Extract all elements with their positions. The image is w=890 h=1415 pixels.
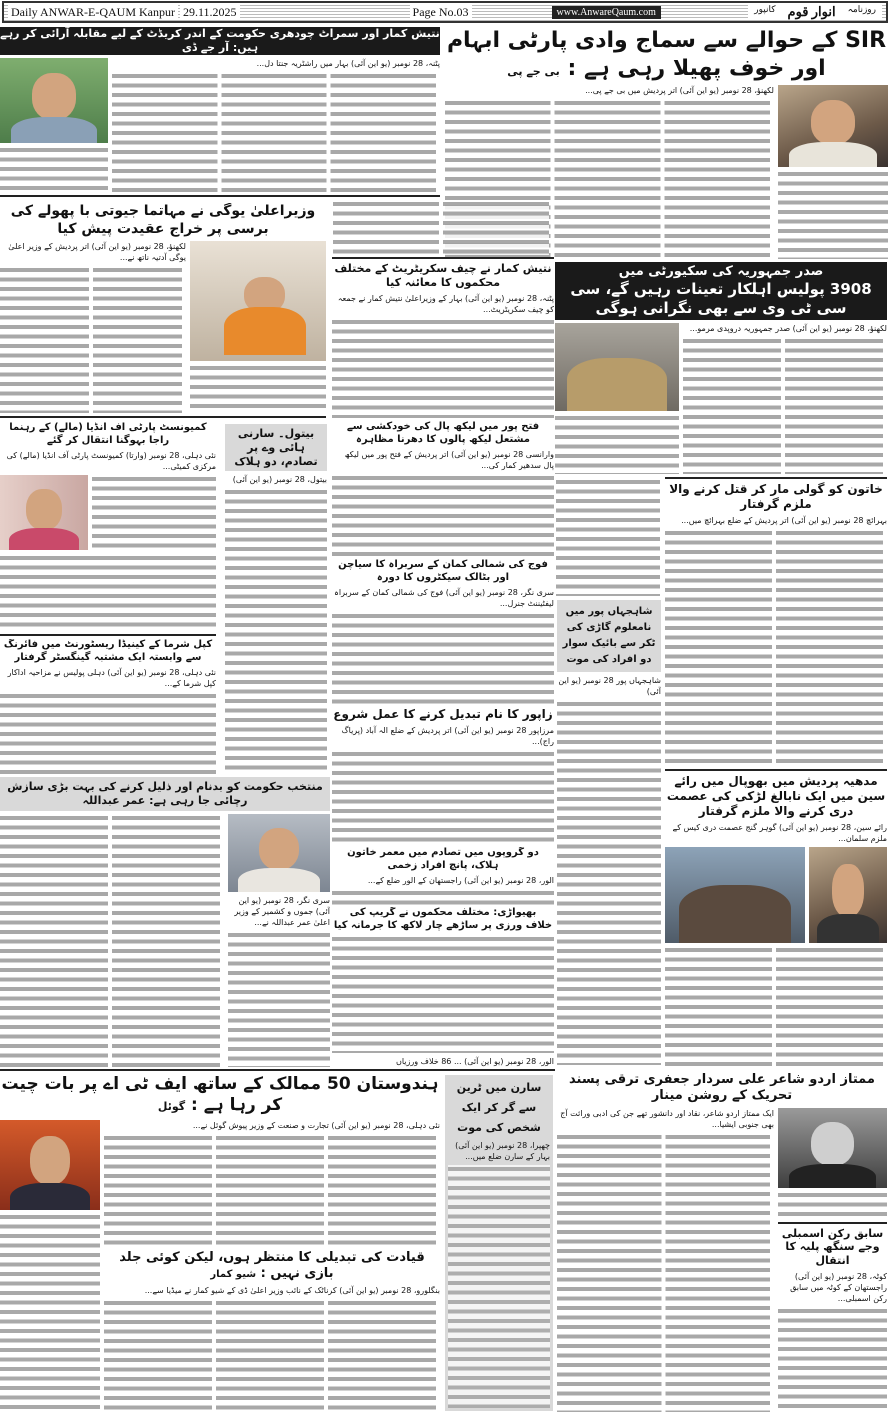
article-body: [332, 318, 554, 419]
article-body: [0, 554, 216, 631]
article-army: [332, 559, 554, 704]
edition-date: 29.11.2025: [180, 5, 240, 20]
headline-source: بی جے پی: [507, 64, 560, 78]
headline-clash: دو گروپوں میں تصادم میں معمر خاتون ہلاک، پانچ افراد زخمی: [347, 847, 539, 871]
headline-army: فوج کی شمالی کمان کے سربراہ کا سیاچن اور بٹالک سیکٹروں کا دورہ: [338, 559, 548, 583]
headline-shivkumar: قیادت کی تبدیلی کا منتظر ہوں، لیکن کوئی جلد بازی نہیں : شیو کمار: [119, 1249, 425, 1281]
article-body: [332, 474, 554, 557]
article-kapil: [0, 639, 216, 774]
photo-omar: [228, 814, 330, 892]
article-body: [555, 414, 679, 474]
article-lead: بنگلورو، 28 نومبر (یو این آئی) کرناٹک کے نائب وزیر اعلیٰ ڈی کے شیو کمار نے میڈیا سے...: [144, 1286, 440, 1295]
headline-kapil: کپل شرما کے کینیڈا ریسٹورنٹ میں فائرنگ سے وابستہ ایک مشتبہ گینگسٹر گرفتار: [3, 639, 213, 663]
article-body: [332, 750, 554, 845]
article-lead: پٹنہ، 28 نومبر (یو این آئی) بہار کے وزیراعلیٰ نتیش کمار نے جمعہ کو چیف سکریٹریٹ...: [337, 293, 554, 314]
article-body: [104, 1299, 440, 1412]
headline-yogi: وزیراعلیٰ یوگی نے مہاتما جیوتی با پھولے کی برسی پر خراج عقیدت پیش کیا: [10, 203, 316, 237]
headline-nitish: نتیش کمار نے چیف سکریٹریٹ کے مختلف محکموں کا معائنہ کیا: [334, 262, 552, 289]
article-body: [557, 700, 661, 1065]
article-saran: [445, 1075, 553, 1411]
article-body: [448, 1165, 550, 1408]
article-body: [778, 170, 888, 259]
headline-jafri: ممتاز اردو شاعر علی سردار جعفری ترقی پسند تحریک کے روشن مینار: [569, 1072, 875, 1104]
headline-goyal: ہندوستان 50 ممالک کے ساتھ ایف ٹی اے پر بات چیت کر رہا ہے : گوئل: [1, 1074, 439, 1116]
article-body: [112, 72, 440, 193]
article-lead: رائے سین، 28 نومبر (یو این آئی) گوہر گنج عصمت دری کیس کے ملزم سلمان...: [672, 823, 887, 843]
photo-caption: [778, 1191, 887, 1219]
article-body: [332, 935, 554, 1053]
newspaper-logo: روزنامہ انوار قوم کانپور: [748, 4, 882, 20]
photo-yogi: [190, 241, 326, 361]
article-bhopal: [665, 769, 887, 1066]
photo-rjd-leader: [0, 58, 108, 143]
article-lead: نئی دہلی، 28 نومبر (وارتا) کمیونسٹ پارٹی آف انڈیا (مالے) کی مرکزی کمیٹی...: [6, 451, 216, 471]
photo-accused: [809, 847, 887, 943]
photo-bhopal-scene: [665, 847, 805, 943]
headline-khatoon: خاتون کو گولی مار کر قتل کرنے والا ملزم گرفتار: [669, 482, 883, 511]
article-betul: [225, 424, 327, 774]
article-body: [778, 1307, 887, 1412]
article-lead: وارانسی 28 نومبر (یو این آئی) اتر پردیش کے فتح پور میں لیکھ پال سدھیر کمار کی...: [344, 450, 554, 470]
headline-rjd: نتیش کمار اور سمراٹ چودھری حکومت کے اندر کریڈٹ کے لیے مقابلہ آرائی کر رہے ہیں: آر جے ڈی: [0, 27, 440, 54]
headline-security: صدر جمہوریہ کی سکیورٹی میں 3908 پولیس اہلکار تعینات رہیں گے، سی سی ٹی وی سے بھی نگرانی ہوگی: [555, 262, 887, 320]
edition-name: Daily ANWAR-E-QAUM Kanpur: [8, 5, 178, 20]
article-jafri: [557, 1072, 887, 1412]
article-security: [555, 262, 887, 474]
masthead: [2, 1, 888, 23]
article-khatoon: [665, 477, 887, 763]
divider: [0, 195, 440, 197]
article-body: [332, 889, 554, 905]
article-fatehpur: [332, 421, 554, 557]
article-body: [665, 529, 887, 763]
article-yogi: [0, 203, 326, 418]
headline-saran: سارن میں ٹرین سے گر کر ایک شخص کی موت: [456, 1081, 542, 1134]
photo-police: [555, 323, 679, 411]
article-body: [332, 612, 554, 704]
article-clash: [332, 847, 554, 905]
headline-cpi: کمیونسٹ پارٹی آف انڈیا (مالے) کے رہنما راجا بہوگنا انتقال کر گئے: [9, 422, 207, 446]
headline-bhopal: مدھیہ پردیش میں بھوپال میں رائے سین میں ایک نابالغ لڑکی کی عصمت دری کرنے والا ملزم گرفتار: [666, 774, 886, 818]
headline-bhiwadi: بھیواڑی: مختلف محکموں نے گریپ کی خلاف ورزی پر ساڑھے چار لاکھ کا جرمانہ کیا: [333, 907, 553, 931]
article-body: [190, 364, 326, 413]
photo-jafri: [778, 1108, 887, 1188]
article-lead: بہرائچ 28 نومبر (یو این آئی) اتر پردیش کے ضلع بہرائچ میں...: [681, 516, 887, 525]
headline-sir: SIR کے حوالے سے سماج وادی پارٹی ابہام اور خوف پھیلا رہی ہے : بی جے پی: [446, 28, 887, 81]
article-body: [92, 475, 216, 551]
article-lead: کوٹہ، 28 نومبر (یو این آئی) راجستھان کے کوٹہ میں سابق رکن اسمبلی...: [790, 1271, 887, 1303]
article-body: [0, 1213, 100, 1413]
article-rjd: [0, 27, 440, 197]
article-lead: نئی دہلی، 28 نومبر (یو این آئی) تجارت و صنعت کے وزیر پیوش گوئل نے...: [192, 1120, 440, 1130]
headline-source: گوئل: [157, 1100, 186, 1114]
headline-betul: بیتول۔ سارنی ہائی وے پر تصادم، دو ہلاک: [225, 424, 327, 471]
article-lead: لکھنؤ، 28 نومبر (یو این آئی) صدر جمہوریہ دروپدی مرمو...: [689, 323, 887, 333]
website-link[interactable]: www.AnwareQaum.com: [552, 6, 661, 19]
headline-omar: منتخب حکومت کو بدنام اور ذلیل کرنے کی بہت بڑی سازش رچائی جا رہی ہے: عمر عبداللہ: [0, 777, 330, 811]
article-nitish: [332, 257, 554, 418]
article-body: [333, 200, 553, 255]
page-number: Page No.03: [410, 5, 472, 20]
article-lead: پٹنہ، 28 نومبر (یو این آئی) بہار میں راشٹریہ جنتا دل...: [256, 58, 440, 68]
article-body: [0, 266, 186, 413]
article-lead: بیتول، 28 نومبر (یو این آئی): [232, 475, 327, 485]
photo-goyal: [0, 1120, 100, 1210]
article-zapur: [332, 707, 554, 845]
article-lead: سری نگر، 28 نومبر (یو این آئی) فوج کی شمالی کمان کے سربراہ لیفٹیننٹ جنرل...: [334, 588, 554, 608]
article-body: [104, 1134, 440, 1247]
article-body: [665, 946, 887, 1066]
photo-caption: [0, 146, 108, 193]
article-body: [556, 478, 660, 596]
article-lead: چھپرا، 28 نومبر (یو این آئی) بہار کے سارن ضلع میں...: [455, 1141, 550, 1162]
article-lead: شاہجہاں پور 28 نومبر (یو این آئی): [558, 676, 661, 696]
article-bhiwadi: [332, 907, 554, 1067]
article-body: [557, 1133, 774, 1413]
article-body: [0, 692, 216, 774]
article-shahjahanpur: [557, 600, 661, 1065]
article-lead: الور، 28 نومبر (یو این آئی) ... 86 خلاف ورزیاں: [395, 1057, 554, 1066]
article-cpi: [0, 422, 216, 636]
photo-cpi-leader: [0, 475, 88, 550]
article-body: [225, 488, 327, 774]
headline-paliya: سابق رکن اسمبلی وجے سنگھ پلیہ کا انتقال: [781, 1226, 884, 1267]
article-lead: لکھنؤ، 28 نومبر (یو این آئی) اتر پردیش کے وزیر اعلیٰ یوگی آدتیہ ناتھ نے...: [8, 242, 186, 262]
headline-shahjahanpur: شاہجہاں پور میں نامعلوم گاڑی کی ٹکر سے بائیک سوار دو افراد کی موت: [557, 600, 661, 672]
article-lead: لکھنؤ، 28 نومبر (یو این آئی) اتر پردیش میں بی جے پی...: [585, 86, 774, 95]
photo-bjp-leader: [778, 85, 888, 167]
article-omar: [0, 777, 330, 1067]
article-lead: نئی دہلی، 28 نومبر (یو این آئی) دہلی پولیس نے مزاحیہ اداکار کپل شرما کے...: [7, 668, 216, 688]
article-lead: ایک ممتاز اردو شاعر، نقاد اور دانشور تھے جن کی ادبی وراثت آج بھی جنوبی ایشیا...: [560, 1108, 774, 1129]
headline-fatehpur: فتح پور میں لیکھ پال کی خودکشی سے مشتعل لیکھ پالوں کا دھرنا مظاہرہ: [346, 421, 540, 445]
headline-source: شیو کمار: [210, 1268, 257, 1280]
article-body: [0, 814, 224, 1068]
article-lead: الور، 28 نومبر (یو این آئی) راجستھان کے الور ضلع کے...: [367, 876, 554, 885]
article-body: [683, 337, 887, 474]
headline-zapur: زاپور کا نام تبدیل کرنے کا عمل شروع: [333, 707, 553, 721]
article-lead: مرزاپور 28 نومبر (یو این آئی) اتر پردیش کے ضلع الہ آباد (پریاگ راج)...: [341, 726, 554, 746]
article-body: [228, 931, 330, 1068]
article-goyal: [0, 1074, 440, 1412]
article-lead: سری نگر، 28 نومبر (یو این آئی) جموں و کشمیر کے وزیر اعلیٰ عمر عبداللہ نے...: [234, 895, 330, 927]
